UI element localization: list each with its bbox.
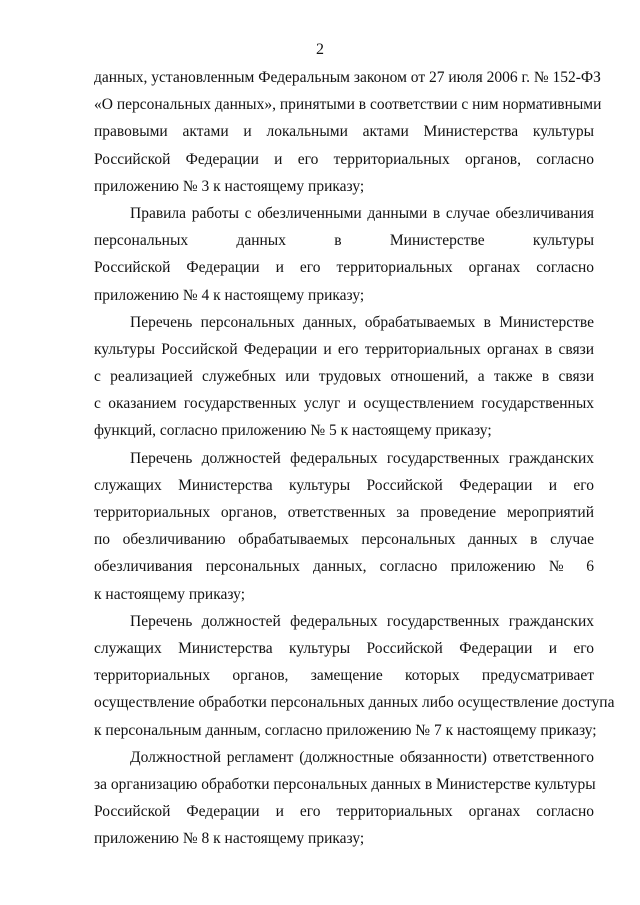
text-line: «О персональных данных», принятыми в соответствии с ним нормативными [94, 96, 602, 114]
text-line: к настоящему приказу; [94, 585, 246, 603]
text-line: служащих Министерства культуры Российской Федерации и его [94, 476, 594, 494]
text-line: по обезличиванию обрабатываемых персональных данных в случае [94, 531, 594, 549]
paragraph-1 [94, 64, 602, 200]
text-line: Перечень должностей федеральных государственных гражданских [130, 612, 594, 630]
paragraph-6 [94, 744, 594, 853]
text-line: Российской Федерации и его территориальных органах согласно [94, 259, 594, 277]
text-line: обезличивания персональных данных, согласно приложению № 6 [94, 558, 594, 576]
text-line: приложению № 3 к настоящему приказу; [94, 177, 365, 195]
text-line: данных, установленным Федеральным законом от 27 июля 2006 г. № 152-ФЗ [94, 69, 601, 86]
text-line: осуществление обработки персональных данных либо осуществление доступа [94, 694, 615, 712]
document-body [94, 64, 615, 852]
text-line: персональных данных в Министерстве культуры [94, 232, 594, 250]
text-line: культуры Российской Федерации и его территориальных органах в связи [94, 340, 594, 358]
text-line: правовыми актами и локальными актами Министерства культуры [94, 123, 594, 141]
text-line: Должностной регламент (должностные обязанности) ответственного [130, 748, 594, 766]
text-line: Перечень должностей федеральных государственных гражданских [130, 449, 594, 467]
text-line: приложению № 8 к настоящему приказу; [94, 830, 365, 848]
text-line: за организацию обработки персональных данных в Министерстве культуры [94, 775, 596, 793]
text-line: служащих Министерства культуры Российской Федерации и его [94, 639, 594, 657]
paragraph-5 [94, 608, 615, 744]
paragraph-4 [94, 445, 594, 608]
text-line: Российской Федерации и его территориальных органах согласно [94, 803, 594, 821]
text-line: приложению № 4 к настоящему приказу; [94, 286, 365, 304]
paragraph-3 [94, 309, 594, 445]
paragraph-2 [94, 200, 594, 309]
text-line: Правила работы с обезличенными данными в случае обезличивания [130, 204, 594, 222]
text-line: Российской Федерации и его территориальных органов, согласно [94, 150, 594, 168]
text-line: с оказанием государственных услуг и осуществлением государственных [94, 395, 594, 413]
text-line: Перечень персональных данных, обрабатываемых в Министерстве [130, 313, 594, 331]
text-line: к персональным данным, согласно приложению № 7 к настоящему приказу; [94, 721, 597, 739]
text-line: с реализацией служебных или трудовых отношений, а также в связи [94, 368, 594, 386]
text-line: территориальных органов, замещение которых предусматривает [94, 667, 594, 685]
page-number: 2 [316, 41, 324, 58]
text-line: территориальных органов, ответственных за проведение мероприятий [94, 504, 594, 521]
text-line: функций, согласно приложению № 5 к настоящему приказу; [94, 422, 492, 440]
